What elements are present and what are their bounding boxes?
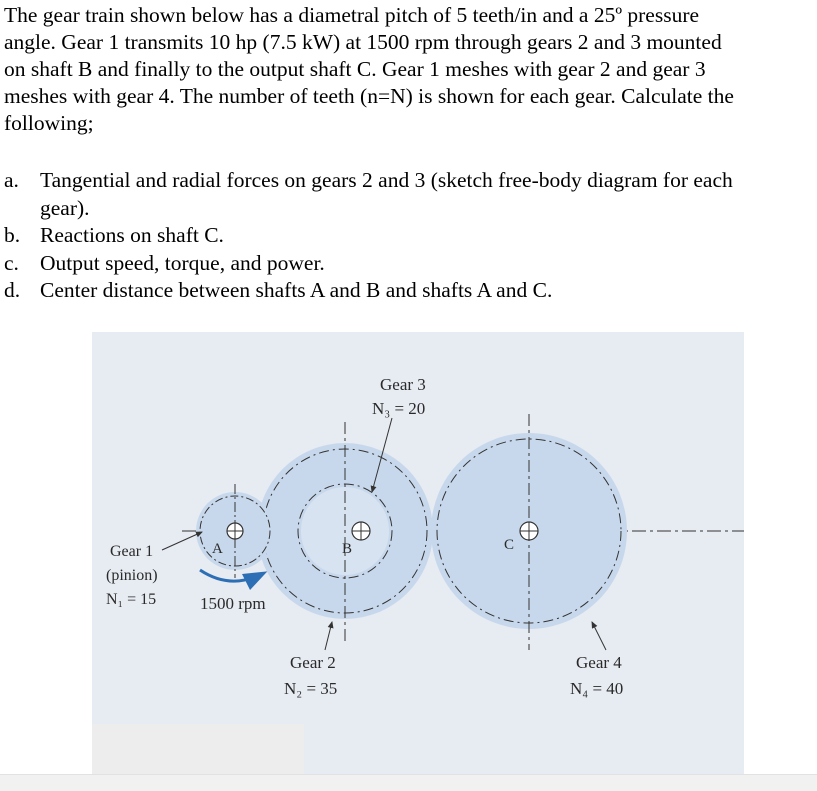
question-text: gear).	[40, 195, 90, 220]
problem-statement	[4, 2, 817, 137]
question-label: d.	[4, 278, 21, 302]
white-patch	[92, 724, 304, 778]
gear-2-label: Gear 2	[290, 653, 336, 672]
problem-line: following;	[4, 111, 94, 135]
question-list	[4, 167, 817, 305]
gear-2-teeth: N₂ = 35	[284, 679, 338, 698]
input-speed-label: 1500 rpm	[200, 594, 266, 613]
shaft-c-label: C	[504, 537, 515, 553]
problem-line: angle. Gear 1 transmits 10 hp (7.5 kW) at 1500 rpm through gears 2 and 3 mounted	[4, 30, 722, 54]
shaft-b-label: B	[342, 541, 353, 557]
gear-3-label: Gear 3	[380, 375, 426, 394]
question-label: c.	[4, 250, 19, 275]
shaft-a-hub	[227, 523, 243, 539]
shaft-b-hub	[352, 522, 370, 540]
question-text: Output speed, torque, and power.	[40, 250, 325, 275]
gear-train-diagram	[92, 332, 744, 778]
gear-1-teeth: N₁ = 15	[106, 591, 157, 608]
question-item-b	[4, 222, 817, 250]
shaft-c-hub	[520, 522, 538, 540]
gear-3-teeth: N₃ = 20	[372, 399, 426, 418]
gear-4-label: Gear 4	[576, 653, 622, 672]
question-text: Tangential and radial forces on gears 2 and 3 (sketch free-body diagram for each	[40, 168, 733, 192]
gear-1-label: Gear 1	[110, 543, 154, 560]
question-item-a	[4, 167, 817, 195]
question-item-a-cont	[4, 195, 817, 223]
question-label: a.	[4, 168, 19, 192]
gear-train-figure	[92, 332, 744, 778]
question-item-d	[4, 277, 817, 305]
shaft-a-label: A	[212, 541, 223, 557]
question-text: Center distance between shafts A and B and shafts A and C.	[40, 278, 553, 302]
problem-line: on shaft B and finally to the output shaft C. Gear 1 meshes with gear 2 and gear 3	[4, 57, 706, 81]
gear-1-sublabel: (pinion)	[106, 567, 158, 584]
question-text: Reactions on shaft C.	[40, 223, 224, 247]
bottom-bar	[0, 774, 817, 791]
question-label: b.	[4, 223, 21, 247]
problem-line: The gear train shown below has a diametral pitch of 5 teeth/in and a 25º pressure	[4, 3, 700, 27]
problem-line: meshes with gear 4. The number of teeth (n=N) is shown for each gear. Calculate the	[4, 84, 734, 108]
question-item-c	[4, 250, 817, 278]
gear-4-teeth: N₄ = 40	[570, 679, 624, 698]
